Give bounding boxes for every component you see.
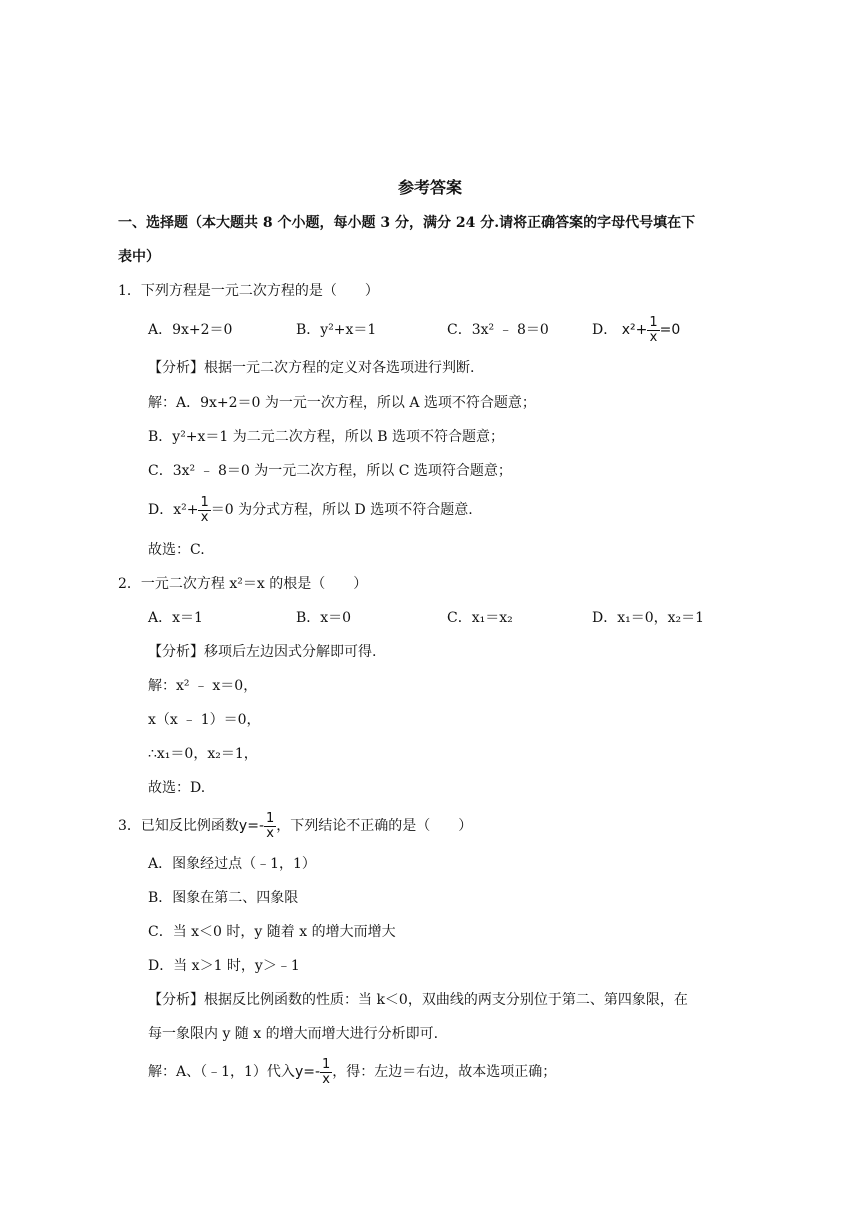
fraction-numerator: 1 <box>200 494 209 510</box>
page-title: 参考答案 <box>397 178 462 197</box>
q2-analysis: 【分析】移项后左边因式分解即可得. <box>148 644 377 660</box>
fraction-numerator: 1 <box>266 810 275 826</box>
q1-analysis: 【分析】根据一元二次方程的定义对各选项进行判断. <box>148 360 475 376</box>
q2-answer: 故选：D. <box>148 780 206 796</box>
q2-option-d: D．x₁＝0，x₂＝1 <box>592 610 705 626</box>
q1-option-d-fraction <box>647 316 659 345</box>
q1-stem: 1．下列方程是一元二次方程的是（ ） <box>118 283 379 299</box>
q3-solution-a-prefix: 解：A、（﹣1，1）代入 <box>148 1064 295 1080</box>
fraction-numerator: 1 <box>649 314 658 330</box>
q2-solution-1: 解：x² ﹣ x＝0， <box>148 678 258 694</box>
q1-option-a: A．9x+2＝0 <box>148 322 233 338</box>
q1-solution-4-suffix: ＝0 为分式方程，所以 D 选项不符合题意. <box>210 502 473 518</box>
q1-solution-1: 解：A．9x+2＝0 为一元一次方程，所以 A 选项不符合题意； <box>148 395 536 411</box>
q1-option-c: C．3x² ﹣ 8＝0 <box>447 322 549 338</box>
q1-solution-2: B．y²+x＝1 为二元二次方程，所以 B 选项不符合题意； <box>148 429 504 445</box>
fraction-numerator: 1 <box>322 1056 331 1072</box>
q1-answer: 故选：C. <box>148 542 205 558</box>
q3-solution-a <box>148 1054 556 1090</box>
q3-option-b: B．图象在第二、四象限 <box>148 890 299 906</box>
q3-stem-suffix: ，下列结论不正确的是（ ） <box>276 818 473 834</box>
q2-option-a: A．x＝1 <box>148 610 203 626</box>
q1-solution-4-prefix: D．x²+ <box>148 502 199 518</box>
q1-option-d-left: x²+ <box>621 322 648 338</box>
q1-option-d <box>592 312 680 348</box>
q3-solution-a-function: y=- <box>294 1064 321 1080</box>
q3-function-fraction <box>264 812 276 841</box>
q3-stem <box>118 808 472 844</box>
q1-solution-4 <box>148 492 473 528</box>
section-heading-line1: 一、选择题（本大题共 8 个小题，每小题 3 分，满分 24 分.请将正确答案的字母代号填在下 <box>118 215 696 231</box>
q2-solution-3: ∴x₁＝0，x₂＝1， <box>148 746 258 762</box>
q3-analysis-line2: 每一象限内 y 随 x 的增大而增大进行分析即可. <box>148 1026 439 1042</box>
q3-option-c: C．当 x＜0 时，y 随着 x 的增大而增大 <box>148 924 396 940</box>
q1-option-d-prefix: D． <box>592 322 618 338</box>
q3-solution-a-suffix: ，得：左边＝右边，故本选项正确； <box>332 1064 557 1080</box>
section-heading-line2: 表中） <box>118 249 160 265</box>
q3-option-d: D．当 x＞1 时，y＞﹣1 <box>148 958 300 974</box>
fraction-denominator: x <box>322 1071 330 1087</box>
q1-option-b: B．y²+x＝1 <box>296 322 377 338</box>
q3-function-left: y=- <box>238 818 264 834</box>
q3-stem-prefix: 3．已知反比例函数 <box>118 818 239 834</box>
q2-option-c: C．x₁＝x₂ <box>447 610 513 626</box>
q1-option-d-right: =0 <box>659 322 681 338</box>
q1-solution-3: C．3x² ﹣ 8＝0 为一元二次方程，所以 C 选项符合题意； <box>148 463 512 479</box>
q2-solution-2: x（x ﹣ 1）＝0， <box>148 712 261 728</box>
q3-option-a: A．图象经过点（﹣1，1） <box>148 856 316 872</box>
fraction-denominator: x <box>649 329 658 345</box>
q3-solution-a-fraction <box>320 1058 332 1087</box>
q2-stem: 2．一元二次方程 x²＝x 的根是（ ） <box>118 576 368 592</box>
fraction-denominator: x <box>200 509 209 525</box>
fraction-denominator: x <box>266 825 274 841</box>
q3-analysis-line1: 【分析】根据反比例函数的性质：当 k＜0，双曲线的两支分别位于第二、第四象限，在 <box>148 992 688 1008</box>
q1-solution-4-fraction <box>198 496 210 525</box>
q2-option-b: B．x＝0 <box>296 610 352 626</box>
